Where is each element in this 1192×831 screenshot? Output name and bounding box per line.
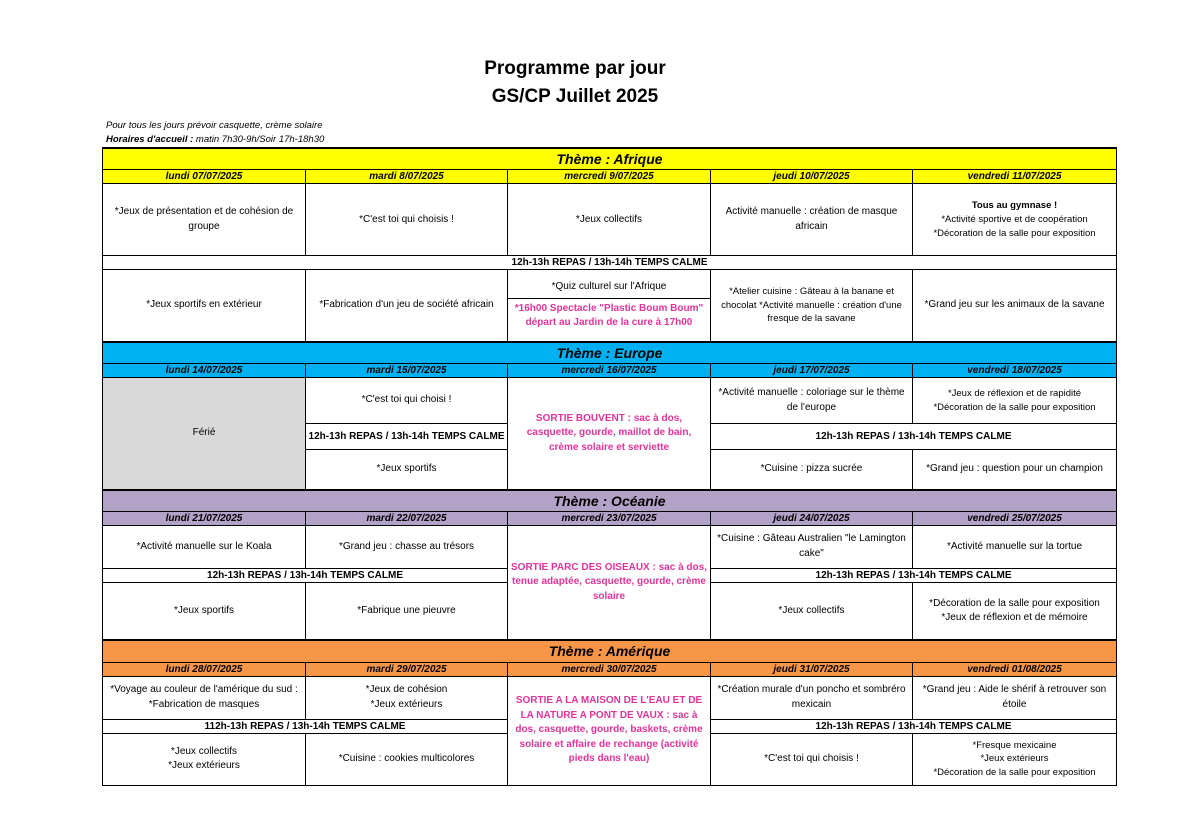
day-header: mardi 15/07/2025 [306,364,508,378]
activity-cell: *Jeux collectifs [711,582,913,640]
activity-cell [103,733,306,785]
day-header: jeudi 24/07/2025 [711,511,913,525]
meal-break: 12h-13h REPAS / 13h-14h TEMPS CALME [711,719,1117,733]
activity-cell: *Cuisine : Gâteau Australien "le Lamington cake" [711,525,913,568]
theme-row-amerique [103,640,1117,662]
activity-line: *Jeux extérieurs [980,753,1049,765]
activity-cell: *Activité manuelle sur le Koala [103,525,306,568]
activity-cell: *Fabrique une pieuvre [306,582,508,640]
activity-line: *Jeux de cohésion [365,684,448,696]
activity-line: *Décoration de la salle pour exposition [929,597,1100,609]
day-header: lundi 14/07/2025 [103,364,306,378]
activity-line: *Jeux de réflexion et de rapidité [947,387,1082,399]
activity-line: *Quiz culturel sur l'Afrique [508,277,710,299]
event-note: *16h00 Spectacle "Plastic Boum Boum" départ au Jardin de la cure à 17h00 [514,302,704,329]
day-header: mardi 29/07/2025 [306,662,508,676]
day-header: mercredi 9/07/2025 [508,170,711,184]
activity-cell [913,378,1117,424]
day-header: vendredi 18/07/2025 [913,364,1117,378]
activity-cell: *Jeux sportifs [306,450,508,490]
morning-row-oceanie [103,525,1117,568]
theme-row-europe [103,342,1117,364]
activity-cell [508,270,711,342]
activity-cell: *Fabrication d'un jeu de société africain [306,270,508,342]
meal-break: 12h-13h REPAS / 13h-14h TEMPS CALME [711,424,1117,450]
note-hours-value: matin 7h30-9h/Soir 17h-18h30 [193,134,325,145]
activity-cell: *C'est toi qui choisis ! [711,733,913,785]
activity-cell [913,582,1117,640]
day-header: lundi 28/07/2025 [103,662,306,676]
day-header: mardi 8/07/2025 [306,170,508,184]
activity-cell [913,184,1117,256]
activity-cell: *Grand jeu sur les animaux de la savane [913,270,1117,342]
activity-cell: *Jeux collectifs [508,184,711,256]
theme-row-oceanie [103,490,1117,512]
activity-cell: *Voyage au couleur de l'amérique du sud : *Fabrication de masques [103,676,306,719]
theme-afrique: Thème : Afrique [103,148,1117,170]
activity-cell: *Grand jeu : question pour un champion [913,450,1117,490]
activity-line: *Jeux collectifs [170,745,238,757]
morning-row-amerique [103,676,1117,719]
activity-cell: *Grand jeu : chasse au trésors [306,525,508,568]
note-hours [106,134,324,145]
days-row-europe [103,364,1117,378]
day-header: vendredi 11/07/2025 [913,170,1117,184]
day-header: jeudi 10/07/2025 [711,170,913,184]
day-header: jeudi 17/07/2025 [711,364,913,378]
day-header: mardi 22/07/2025 [306,511,508,525]
note-equipment: Pour tous les jours prévoir casquette, crème solaire [106,120,323,131]
day-header: vendredi 25/07/2025 [913,511,1117,525]
program-table [102,147,1117,786]
theme-oceanie: Thème : Océanie [103,490,1117,512]
activity-cell [306,676,508,719]
outing-cell: SORTIE PARC DES OISEAUX : sac à dos, tenue adaptée, casquette, gourde, crème solaire [508,525,711,640]
theme-row-afrique [103,148,1117,170]
activity-cell: Activité manuelle : création de masque africain [711,184,913,256]
day-header: jeudi 31/07/2025 [711,662,913,676]
day-header: lundi 07/07/2025 [103,170,306,184]
activity-cell: *Activité manuelle sur la tortue [913,525,1117,568]
activity-line: *Jeux de réflexion et de mémoire [941,612,1088,624]
theme-amerique: Thème : Amérique [103,640,1117,662]
holiday-cell: Férié [103,378,306,490]
day-header: lundi 21/07/2025 [103,511,306,525]
activity-cell: *Jeux sportifs [103,582,306,640]
page-subtitle: GS/CP Juillet 2025 [491,86,659,107]
days-row-amerique [103,662,1117,676]
morning-row-europe [103,378,1117,424]
meal-break: 112h-13h REPAS / 13h-14h TEMPS CALME [103,719,508,733]
note-hours-label: Horaires d'accueil : [106,134,194,145]
day-header: mercredi 23/07/2025 [508,511,711,525]
theme-europe: Thème : Europe [103,342,1117,364]
activity-line: *Activité sportive et de coopération [941,213,1088,225]
activity-line: *Décoration de la salle pour exposition [933,227,1096,239]
activity-cell: *C'est toi qui choisi ! [306,378,508,424]
day-header: mercredi 30/07/2025 [508,662,711,676]
activity-cell: *Jeux sportifs en extérieur [103,270,306,342]
page-title: Programme par jour [484,58,666,79]
activity-title: Tous au gymnase ! [971,200,1058,212]
meal-row [103,256,1117,270]
activity-line: *Jeux extérieurs [370,698,443,710]
morning-row-afrique [103,184,1117,256]
outing-cell: SORTIE BOUVENT : sac à dos, casquette, gourde, maillot de bain, crème solaire et serviette [508,378,711,490]
meal-break: 12h-13h REPAS / 13h-14h TEMPS CALME [103,256,1117,270]
activity-line: *Décoration de la salle pour exposition [933,401,1096,413]
days-row-oceanie [103,511,1117,525]
day-header: mercredi 16/07/2025 [508,364,711,378]
activity-cell [913,733,1117,785]
activity-cell: *Activité manuelle : coloriage sur le thème de l'europe [711,378,913,424]
activity-cell: *Cuisine : cookies multicolores [306,733,508,785]
meal-break: 12h-13h REPAS / 13h-14h TEMPS CALME [306,424,508,450]
activity-line: *Fresque mexicaine [972,739,1057,751]
activity-cell: *Jeux de présentation et de cohésion de groupe [103,184,306,256]
afternoon-row-afrique [103,270,1117,342]
meal-break: 12h-13h REPAS / 13h-14h TEMPS CALME [711,568,1117,582]
outing-cell: SORTIE A LA MAISON DE L'EAU ET DE LA NATURE A PONT DE VAUX : sac à dos, casquette, gourde, baskets, crème solaire et affaire de rechange (activité pieds dans l'eau) [508,676,711,785]
activity-cell: *Création murale d'un poncho et sombréro mexicain [711,676,913,719]
activity-cell: *Atelier cuisine : Gâteau à la banane et chocolat *Activité manuelle : création d'une fresque de la savane [711,270,913,342]
activity-line: *Jeux extérieurs [168,760,240,772]
day-header: vendredi 01/08/2025 [913,662,1117,676]
activity-cell: *Cuisine : pizza sucrée [711,450,913,490]
meal-break: 12h-13h REPAS / 13h-14h TEMPS CALME [103,568,508,582]
activity-cell: *C'est toi qui choisis ! [306,184,508,256]
days-row-afrique [103,170,1117,184]
activity-cell: *Grand jeu : Aide le shérif à retrouver son étoile [913,676,1117,719]
activity-line: *Décoration de la salle pour exposition [933,767,1096,779]
